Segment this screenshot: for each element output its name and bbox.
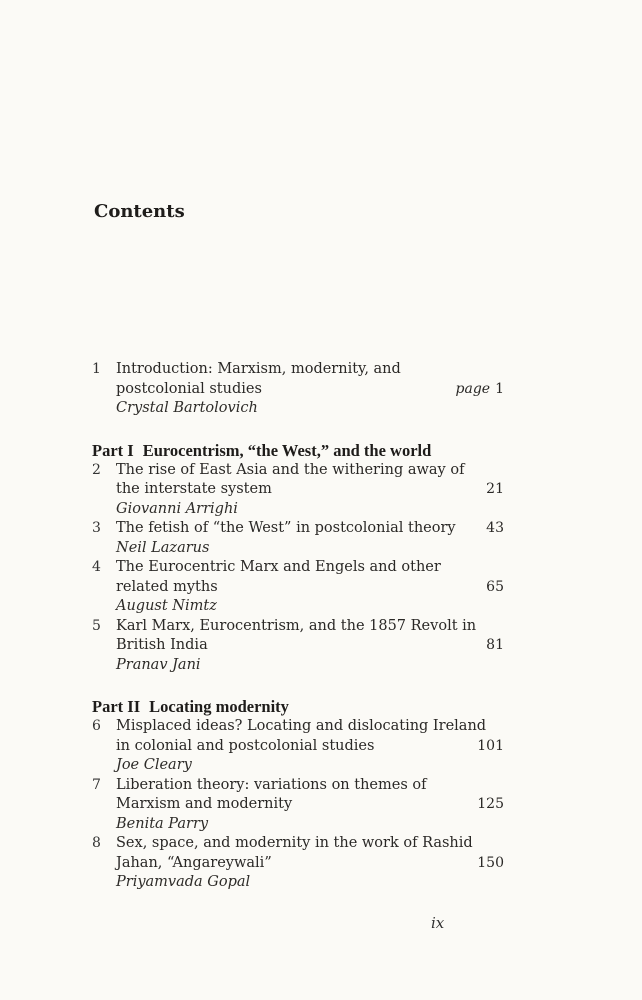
part-title: Eurocentrism, “the West,” and the world	[142, 440, 432, 460]
chapter-author: Joe Cleary	[116, 757, 192, 773]
toc-entry-5[interactable]	[92, 617, 504, 676]
chapter-title-line: postcolonial studies	[116, 380, 262, 397]
chapter-title-line: Introduction: Marxism, modernity, and	[116, 361, 401, 377]
chapter-title-line: Liberation theory: variations on themes of	[116, 776, 427, 793]
chapter-title-line: the interstate system	[116, 481, 272, 497]
part-heading-1	[92, 441, 504, 461]
chapter-title-line: The fetish of “the West” in postcolonial theory	[116, 520, 456, 536]
chapter-title-line: Sex, space, and modernity in the work of Rashid	[116, 835, 473, 851]
chapter-title-line: The rise of East Asia and the withering away of	[116, 461, 465, 478]
chapter-title-line: Misplaced ideas? Locating and dislocating Ireland	[116, 718, 487, 734]
toc-entry-7[interactable]	[92, 776, 504, 835]
page-number: 43	[486, 520, 504, 536]
page-number: 65	[486, 578, 504, 595]
chapter-title-line: Marxism and modernity	[116, 796, 293, 812]
chapter-author: Pranav Jani	[116, 656, 201, 673]
chapter-title-line: The Eurocentric Marx and Engels and other	[116, 559, 441, 575]
chapter-number: 5	[92, 617, 101, 634]
page-number: 81	[486, 637, 504, 653]
page-reference	[456, 380, 504, 400]
toc-entry-3[interactable]	[92, 519, 504, 558]
chapter-title-line: in colonial and postcolonial studies	[116, 737, 375, 754]
page-number: 101	[477, 737, 504, 754]
toc-entry-2[interactable]	[92, 461, 504, 520]
page-number: 1	[495, 380, 504, 397]
chapter-number: 4	[92, 559, 101, 575]
chapter-number: 7	[92, 776, 101, 793]
chapter-title-line: Karl Marx, Eurocentrism, and the 1857 Revolt in	[116, 617, 477, 634]
chapter-number: 2	[92, 461, 101, 478]
toc-entry-6[interactable]	[92, 717, 504, 776]
chapter-number: 1	[92, 361, 101, 377]
page-number: 150	[477, 854, 504, 871]
part-label: Part II	[92, 697, 141, 716]
chapter-number: 6	[92, 718, 101, 734]
chapter-author: Benita Parry	[116, 815, 209, 832]
part-heading-2	[92, 697, 504, 717]
chapter-title-line: related myths	[116, 578, 218, 595]
chapter-title-line: British India	[116, 637, 208, 653]
chapter-title-line: Jahan, “Angareywali”	[116, 854, 272, 871]
part-title: Locating modernity	[149, 697, 289, 716]
page-number: 21	[486, 481, 504, 497]
toc-entry-8[interactable]	[92, 834, 504, 893]
folio-page-number: ix	[431, 914, 445, 932]
part-label: Part I	[92, 440, 134, 460]
toc-entry-1[interactable]	[92, 360, 504, 419]
chapter-author: Giovanni Arrighi	[116, 500, 238, 517]
chapter-number: 3	[92, 520, 101, 536]
chapter-author: Neil Lazarus	[116, 539, 210, 556]
chapter-author: Crystal Bartolovich	[116, 400, 258, 416]
chapter-author: Priyamvada Gopal	[116, 874, 251, 890]
contents-heading: Contents	[94, 201, 185, 222]
toc-entry-4[interactable]	[92, 558, 504, 617]
table-of-contents	[92, 360, 504, 893]
chapter-number: 8	[92, 835, 101, 851]
page-number: 125	[477, 796, 504, 812]
chapter-author: August Nimtz	[116, 598, 217, 614]
page-label: page	[455, 380, 491, 397]
